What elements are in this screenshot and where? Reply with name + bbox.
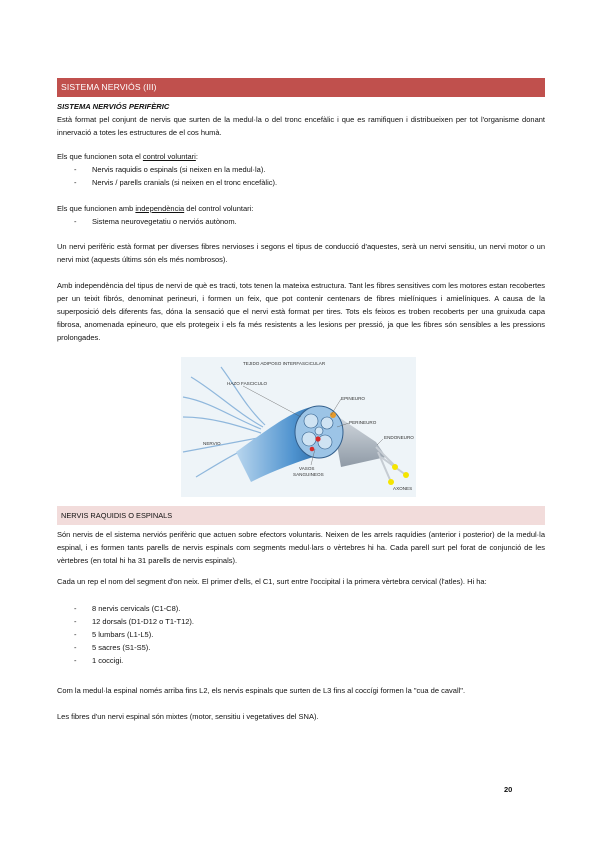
peripheral-intro: Està format pel conjunt de nervis que surten de la medul·la o del tronc encefàlic i que es ramifiquen i distribueixen per tot l'organisme donant innervació a totes les estructures de el cos humà. [57,115,545,137]
voluntary-tail: : [195,152,198,161]
axon-tip [403,472,409,478]
list-item: - 5 sacres (S1-S5). [57,641,545,654]
independent-block [57,202,545,228]
independent-term: independència [135,204,185,213]
spinal-paragraph-2: Cada un rep el nom del segment d'on neix. El primer d'ells, el C1, surt entre l'occipital i la primera vèrtebra cervical (l'atles). Hi ha: [57,577,487,586]
axon-tip [392,464,398,470]
nerve-structure-paragraph: Amb independència del tipus de nervi de què es tracti, tots tenen la mateixa estructura. Tant les fibres sensitives com les motores estan recobertes per un teixit fibrós, denominat perineuri, i formen un feix, que pot contenir centenars de fibres mielíniques i amielíniques. A causa de la superposició dels diferents fas, dóna la sensació que el nervi està format per tires. Tots els feixos es troben recoberts per una gruixuda capa fibrosa, anomenada epineuro, que els protegeix i els fa més resistents a les lesions per pressió, ja que les fibres són sensibles a les pressions prolongades. [57,281,545,342]
peripheral-subtitle: SISTEMA NERVIÓS PERIFÈRIC [57,102,170,111]
axon-tip [388,479,394,485]
independent-lead: Els que funcionen amb [57,204,136,213]
section-title-bar [57,78,545,97]
voluntary-block [57,150,545,189]
nerve-anatomy-figure [181,357,416,497]
voluntary-list [57,163,545,189]
spinal-heading: NERVIS RAQUIDIS O ESPINALS [61,511,173,520]
voluntary-intro [57,150,545,163]
list-item: - 12 dorsals (D1-D12 o T1-T12). [57,615,545,628]
peripheral-section [57,100,545,139]
page-number: 20 [504,785,513,794]
list-item: - Sistema neurovegetatiu o nerviós autònom. [57,215,545,228]
independent-list [57,215,545,228]
label-sanguineos: SANGUINEOS [293,472,324,477]
spinal-paragraph-1: Són nervis de el sistema nerviós perifèric que actuen sobre efectors voluntaris. Neixen de les arrels raquídies (anterior i posterior) de la medul·la espinal, i es formen tants parells de nervis espinals com segments medul·lars o vèrtebres hi ha. Cada parell surt pel forat de conjunció de les vèrtebres (en total hi ha 31 parells de nervis espinals). [57,530,545,565]
list-item: - 1 coccigi. [57,654,545,667]
label-epineuro: EPINEURO [341,396,365,401]
list-item: - 8 nervis cervicals (C1-C8). [57,602,545,615]
spinal-heading-bar [57,506,545,525]
independent-intro [57,202,545,215]
figure-caption-top: TEJIDO ADIPOSO INTERFASCICULAR [243,361,326,366]
vessel-marker [315,436,320,441]
nerve-types-paragraph: Un nervi perifèric està format per diverses fibres nervioses i segons el tipus de conducció d'aquestes, serà un nervi sensitiu, un nervi motor o un nervi mixt (aquests últims són els més nombrosos). [57,242,545,264]
label-fascicle: HAZO FASCICULO [227,381,268,386]
label-perineuro: PERINEURO [349,420,377,425]
voluntary-term: control voluntari [142,152,196,161]
label-nervio: NERVIO [203,441,221,446]
spinal-paragraph-3: Com la medul·la espinal només arriba fins L2, els nervis espinals que surten de L3 fins al coccígi formen la "cua de cavall". [57,686,466,695]
spinal-paragraph-4: Les fibres d'un nervi espinal són mixtes (motor, sensitiu i vegetatives del SNA). [57,712,319,721]
adipose-marker [330,412,336,418]
vessel-marker [310,447,315,452]
label-axones: AXONES [393,486,413,491]
label-endoneuro: ENDONEURO [384,435,414,440]
spinal-list [57,602,545,667]
label-vasos: VASOS [299,466,315,471]
section-title: SISTEMA NERVIÓS (III) [61,82,157,92]
list-item: - 5 lumbars (L1-L5). [57,628,545,641]
nerve-illustration [181,357,416,497]
voluntary-lead: Els que funcionen sota el [57,152,143,161]
independent-tail: del control voluntari: [184,204,254,213]
list-item: - Nervis raquidis o espinals (si neixen en la medul·la). [57,163,545,176]
list-item: - Nervis / parells cranials (si neixen en el tronc encefàlic). [57,176,545,189]
spinal-list-block [57,602,545,667]
